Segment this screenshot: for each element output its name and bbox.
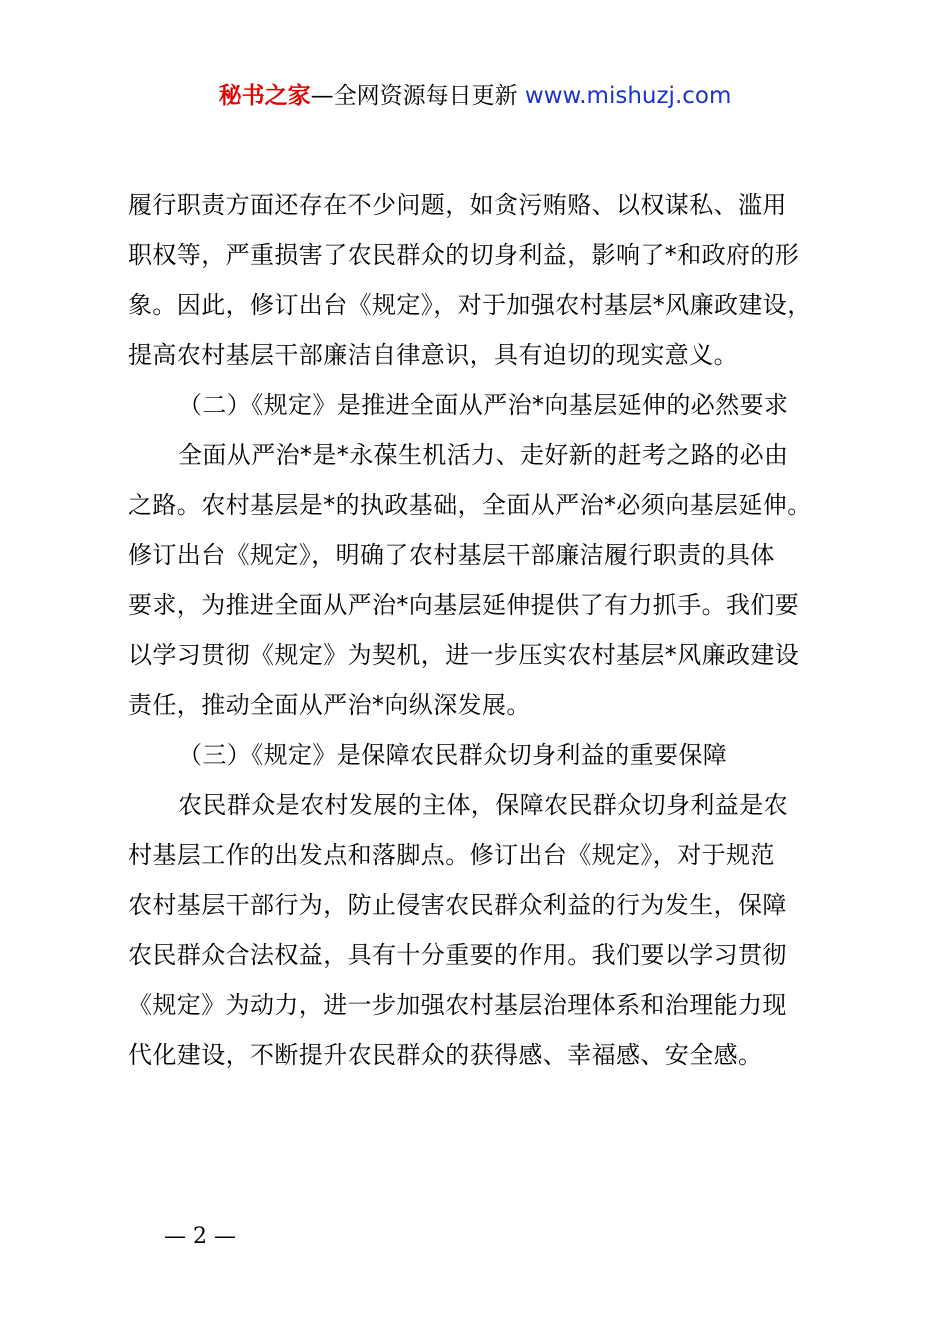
paragraph-start: 全面从严治*是*永葆生机活力、走好新的赶考之路的必由 bbox=[178, 441, 789, 469]
text-line: 以学习贯彻《规定》为契机，进一步压实农村基层*风廉政建设 bbox=[128, 641, 800, 669]
section-heading-2: （二）《规定》是推进全面从严治*向基层延伸的必然要求 bbox=[178, 391, 789, 419]
text-line: 提高农村基层干部廉洁自律意识，具有迫切的现实意义。 bbox=[128, 341, 738, 369]
text-line: 要求，为推进全面从严治*向基层延伸提供了有力抓手。我们要 bbox=[128, 591, 800, 619]
text-line: 象。因此，修订出台《规定》，对于加强农村基层*风廉政建设， bbox=[128, 291, 812, 319]
paragraph-start: 农民群众是农村发展的主体，保障农民群众切身利益是农 bbox=[178, 791, 788, 819]
page-header bbox=[0, 80, 950, 112]
text-line: 责任，推动全面从严治*向纵深发展。 bbox=[128, 691, 531, 719]
text-line: 农民群众合法权益，具有十分重要的作用。我们要以学习贯彻 bbox=[128, 941, 787, 969]
site-url-link[interactable]: www.mishuzj.com bbox=[524, 83, 732, 109]
text-line: 村基层工作的出发点和落脚点。修订出台《规定》，对于规范 bbox=[128, 841, 775, 869]
site-brand: 秘书之家 bbox=[218, 83, 311, 109]
text-line: 农村基层干部行为，防止侵害农民群众利益的行为发生，保障 bbox=[128, 891, 787, 919]
text-line: 履行职责方面还存在不少问题，如贪污贿赂、以权谋私、滥用 bbox=[128, 191, 787, 219]
text-line: 修订出台《规定》，明确了农村基层干部廉洁履行职责的具体 bbox=[128, 541, 775, 569]
text-line: 《规定》为动力，进一步加强农村基层治理体系和治理能力现 bbox=[128, 991, 787, 1019]
text-line: 代化建设，不断提升农民群众的获得感、幸福感、安全感。 bbox=[128, 1041, 763, 1069]
text-line: 之路。农村基层是*的执政基础，全面从严治*必须向基层延伸。 bbox=[128, 491, 812, 519]
site-slogan: —全网资源每日更新 bbox=[310, 83, 525, 109]
document-body bbox=[128, 180, 828, 1080]
text-line: 职权等，严重损害了农民群众的切身利益，影响了*和政府的形 bbox=[128, 241, 800, 269]
section-heading-3: （三）《规定》是保障农民群众切身利益的重要保障 bbox=[178, 741, 728, 769]
page-number: — 2 — bbox=[164, 1224, 236, 1249]
